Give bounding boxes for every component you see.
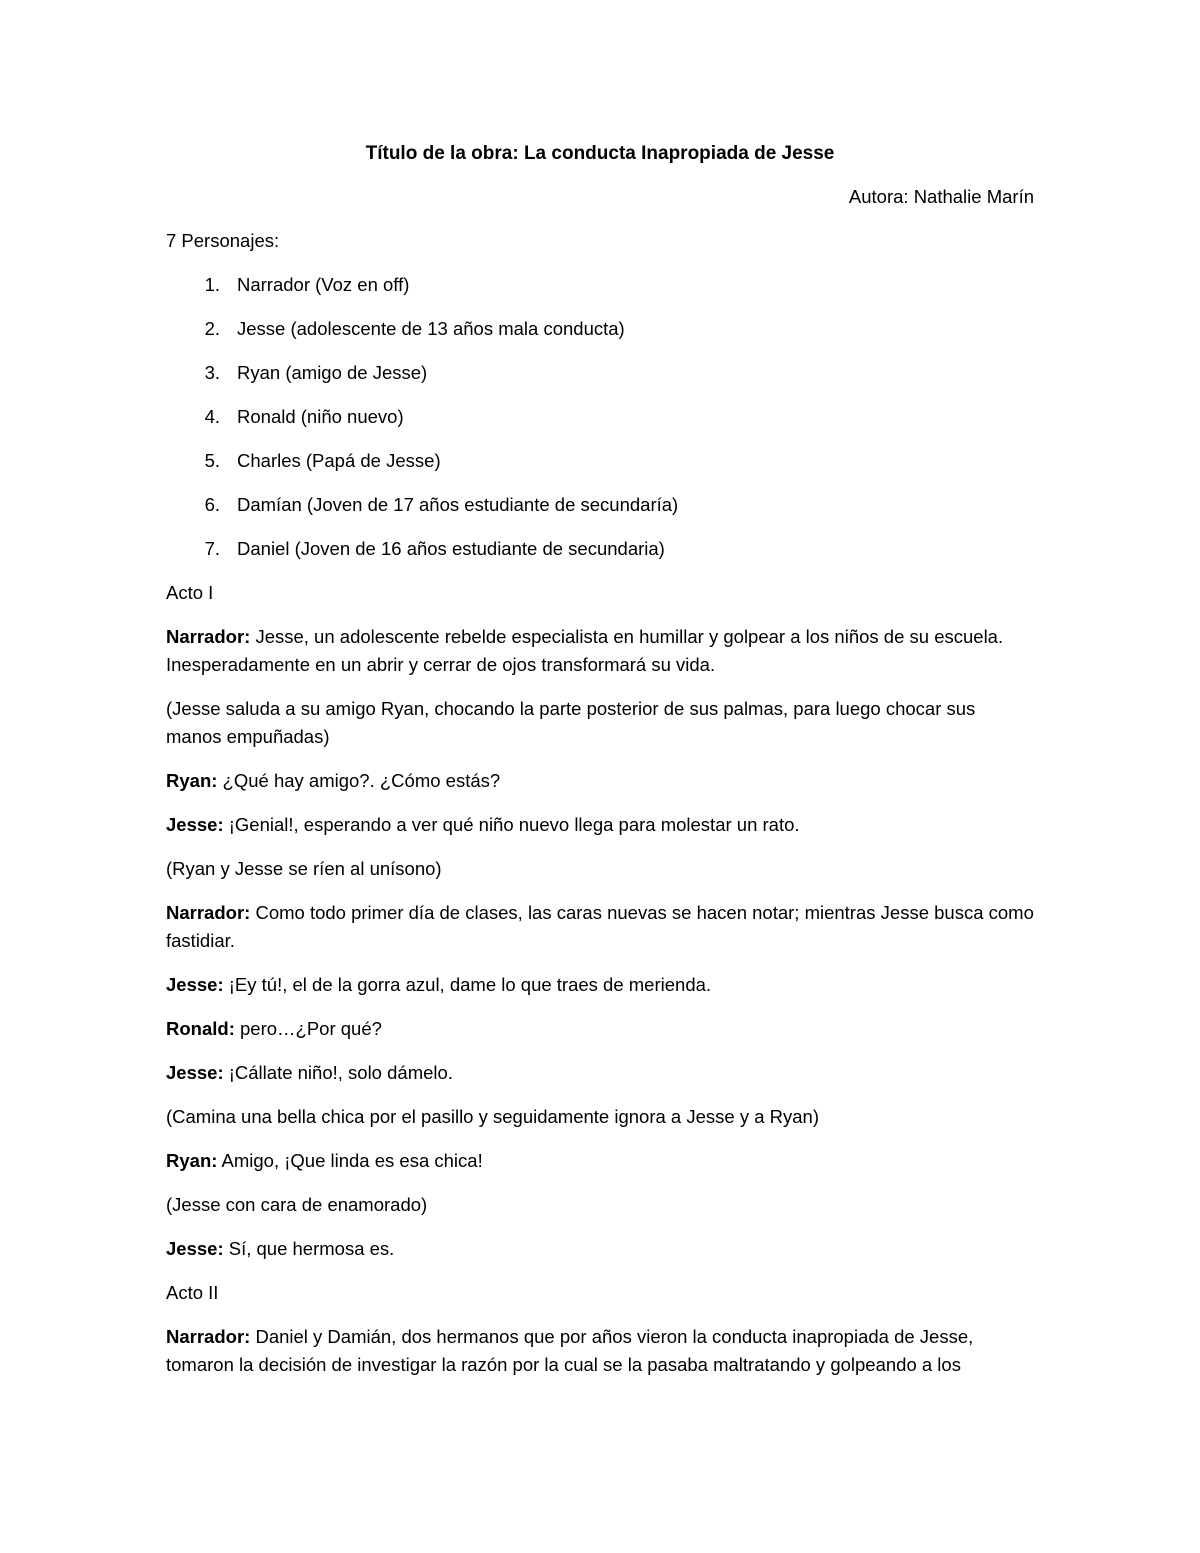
speaker-name: Ryan: [166, 1150, 218, 1171]
list-number: 6. [204, 494, 220, 515]
dialogue-text: Sí, que hermosa es. [223, 1238, 395, 1259]
speaker-name: Narrador: [166, 626, 251, 647]
character-item [166, 271, 1034, 299]
act-heading: Acto II [166, 1282, 219, 1303]
dialogue-text: ¡Ey tú!, el de la gorra azul, dame lo que traes de merienda. [223, 974, 712, 995]
character-text: Ryan (amigo de Jesse) [237, 362, 428, 383]
character-text: Jesse (adolescente de 13 años mala conducta) [237, 318, 625, 339]
character-text: Damían (Joven de 17 años estudiante de secundaría) [237, 494, 679, 515]
speaker-name: Jesse: [166, 814, 224, 835]
speaker-name: Jesse: [166, 974, 224, 995]
dialogue-line [166, 899, 1034, 955]
dialogue-text: (Ryan y Jesse se ríen al unísono) [166, 858, 442, 879]
character-text: Narrador (Voz en off) [237, 274, 410, 295]
author-line: Autora: Nathalie Marín [848, 186, 1034, 207]
list-number: 3. [204, 362, 220, 383]
character-list [166, 271, 1034, 563]
list-number: 1. [204, 274, 220, 295]
play-title: Título de la obra: La conducta Inapropiada de Jesse [365, 143, 835, 164]
character-item [166, 447, 1034, 475]
stage-direction [166, 1103, 1034, 1131]
dialogue-text: Daniel y Damián, dos hermanos que por años vieron la conducta inapropiada de Jesse, tomaron la decisión de investigar la razón por la cual se la pasaba maltratando y golpeando a los [166, 1326, 974, 1375]
list-number: 7. [204, 538, 220, 559]
speaker-name: Ryan: [166, 770, 218, 791]
dialogue-text: ¿Qué hay amigo?. ¿Cómo estás? [217, 770, 501, 791]
dialogue-text: Jesse, un adolescente rebelde especialista en humillar y golpear a los niños de su escuela. Inesperadamente en un abrir y cerrar de ojos transformará su vida. [166, 626, 1004, 675]
speaker-name: Ronald: [166, 1018, 235, 1039]
dialogue-text: (Camina una bella chica por el pasillo y seguidamente ignora a Jesse y a Ryan) [166, 1106, 819, 1127]
character-item [166, 403, 1034, 431]
list-number: 4. [204, 406, 220, 427]
dialogue-text: ¡Cállate niño!, solo dámelo. [223, 1062, 453, 1083]
speaker-name: Jesse: [166, 1062, 224, 1083]
character-item [166, 315, 1034, 343]
dialogue-line [166, 971, 1034, 999]
dialogue-line [166, 1323, 1034, 1379]
stage-direction [166, 1191, 1034, 1219]
list-number: 2. [204, 318, 220, 339]
dialogue-line [166, 1059, 1034, 1087]
characters-heading: 7 Personajes: [166, 230, 280, 251]
character-text: Charles (Papá de Jesse) [237, 450, 441, 471]
stage-direction [166, 695, 1034, 751]
act-heading: Acto I [166, 582, 214, 603]
character-text: Daniel (Joven de 16 años estudiante de secundaria) [237, 538, 665, 559]
character-item [166, 359, 1034, 387]
document-content [166, 141, 1034, 1395]
dialogue-text: (Jesse saluda a su amigo Ryan, chocando la parte posterior de sus palmas, para luego chocar sus manos empuñadas) [166, 698, 976, 747]
dialogue-text: ¡Genial!, esperando a ver qué niño nuevo llega para molestar un rato. [223, 814, 800, 835]
dialogue-line [166, 623, 1034, 679]
dialogue-text: Amigo, ¡Que linda es esa chica! [217, 1150, 483, 1171]
dialogue-line [166, 1147, 1034, 1175]
dialogue-line [166, 1235, 1034, 1263]
speaker-name: Narrador: [166, 1326, 251, 1347]
character-text: Ronald (niño nuevo) [237, 406, 404, 427]
character-item [166, 535, 1034, 563]
stage-direction [166, 855, 1034, 883]
dialogue-line [166, 767, 1034, 795]
character-item [166, 491, 1034, 519]
dialogue-line [166, 811, 1034, 839]
dialogue-text: pero…¿Por qué? [234, 1018, 382, 1039]
dialogue-text: (Jesse con cara de enamorado) [166, 1194, 428, 1215]
speaker-name: Jesse: [166, 1238, 224, 1259]
dialogue-text: Como todo primer día de clases, las caras nuevas se hacen notar; mientras Jesse busca como fastidiar. [166, 902, 1034, 951]
speaker-name: Narrador: [166, 902, 251, 923]
list-number: 5. [204, 450, 220, 471]
dialogue-line [166, 1015, 1034, 1043]
